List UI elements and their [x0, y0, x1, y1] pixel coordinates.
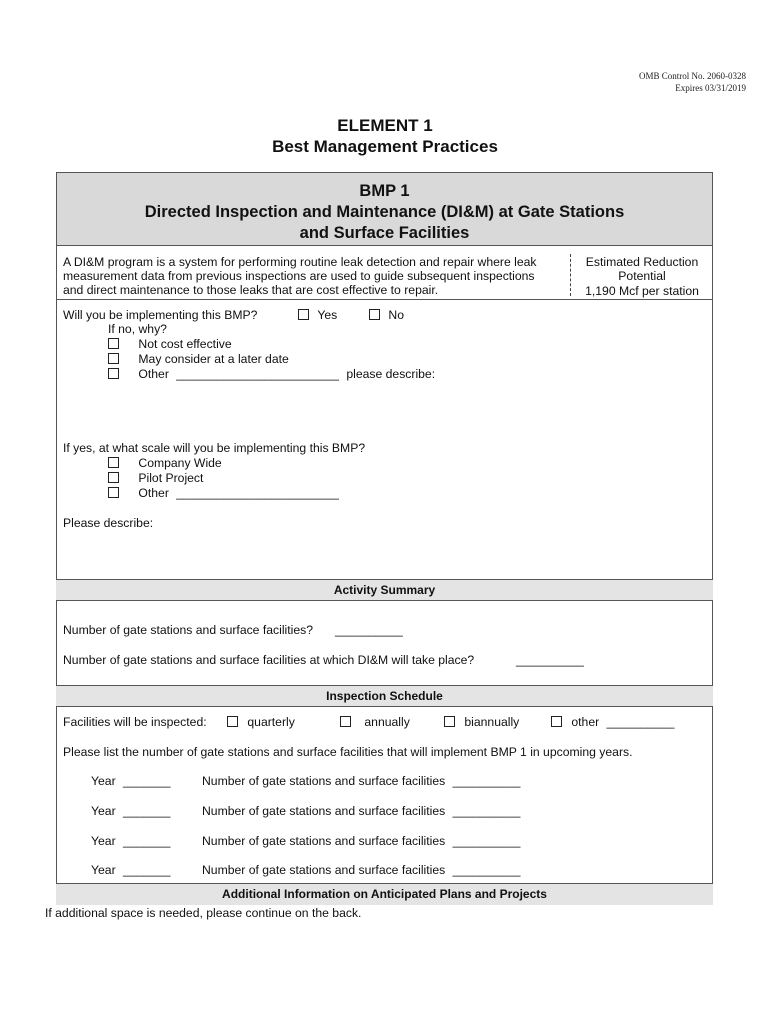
year-label: Year	[91, 863, 116, 877]
facility-count-label: Number of gate stations and surface facilities	[202, 804, 446, 818]
facility-count-row	[202, 804, 520, 819]
quarterly-option[interactable]	[227, 715, 295, 730]
biannually-label: biannually	[464, 715, 520, 729]
facility-count-row	[202, 774, 520, 789]
pilot-project-checkbox[interactable]	[108, 472, 119, 483]
other-reason-label: Other	[138, 367, 169, 381]
company-wide-option[interactable]	[108, 456, 222, 471]
year-blank[interactable]: _______	[123, 834, 171, 848]
bmp-number: BMP 1	[359, 182, 410, 200]
other-frequency-label: other	[571, 715, 600, 729]
no-option[interactable]	[369, 308, 404, 323]
inspection-frequency-label: Facilities will be inspected:	[63, 715, 207, 729]
additional-info-header: Additional Information on Anticipated Plans and Projects	[56, 883, 713, 905]
facility-count-label: Number of gate stations and surface facilities	[202, 863, 446, 877]
divider-line	[56, 299, 713, 300]
element-title: ELEMENT 1	[337, 116, 433, 135]
facility-count-blank[interactable]: __________	[452, 804, 521, 818]
column-divider	[570, 254, 571, 296]
year-blank[interactable]: _______	[123, 804, 171, 818]
other-reason-checkbox[interactable]	[108, 368, 119, 379]
not-cost-effective-label: Not cost effective	[138, 337, 232, 351]
pilot-project-label: Pilot Project	[138, 471, 204, 485]
not-cost-effective-checkbox[interactable]	[108, 338, 119, 349]
other-scale-label: Other	[138, 486, 169, 500]
description-line1: A DI&M program is a system for performing routine leak detection and repair where leak	[63, 255, 537, 269]
company-wide-label: Company Wide	[138, 456, 222, 470]
reduction-label-2: Potential	[618, 269, 666, 283]
facility-count-row	[202, 834, 520, 849]
description-line3: and direct maintenance to those leaks that are cost effective to repair.	[63, 283, 439, 297]
other-reason-option[interactable]	[108, 367, 435, 382]
pilot-project-option[interactable]	[108, 471, 203, 486]
year-label: Year	[91, 834, 116, 848]
reduction-label: Estimated Reduction	[585, 255, 699, 269]
yes-option[interactable]	[298, 308, 337, 323]
please-describe-scale-label: Please describe:	[63, 516, 154, 530]
facility-count-label: Number of gate stations and surface facilities	[202, 834, 446, 848]
other-frequency-blank[interactable]: __________	[606, 715, 675, 729]
not-cost-effective-option[interactable]	[108, 337, 232, 352]
year-row	[91, 804, 170, 819]
later-date-option[interactable]	[108, 352, 289, 367]
inspection-schedule-header: Inspection Schedule	[56, 685, 713, 707]
annually-option[interactable]	[340, 715, 410, 730]
facility-count-blank[interactable]: __________	[452, 834, 521, 848]
omb-control-number: OMB Control No. 2060-0328	[638, 71, 746, 81]
year-row	[91, 774, 170, 789]
year-row	[91, 834, 170, 849]
yes-checkbox[interactable]	[298, 309, 309, 320]
gate-stations-count-question: Number of gate stations and surface facilities?	[63, 623, 313, 637]
annually-label: annually	[364, 715, 410, 729]
year-label: Year	[91, 804, 116, 818]
yes-label: Yes	[317, 308, 338, 322]
other-scale-option[interactable]	[108, 486, 339, 501]
bmp-banner	[56, 172, 713, 246]
scale-question: If yes, at what scale will you be implementing this BMP?	[63, 441, 366, 455]
dim-stations-count-question: Number of gate stations and surface facilities at which DI&M will take place?	[63, 653, 475, 667]
annually-checkbox[interactable]	[340, 716, 351, 727]
if-no-why-label: If no, why?	[108, 322, 167, 336]
quarterly-label: quarterly	[247, 715, 295, 729]
later-date-label: May consider at a later date	[138, 352, 289, 366]
other-frequency-option[interactable]	[551, 715, 674, 730]
facility-count-blank[interactable]: __________	[452, 863, 521, 877]
company-wide-checkbox[interactable]	[108, 457, 119, 468]
reduction-value: 1,190 Mcf per station	[585, 284, 699, 298]
facility-count-row	[202, 863, 520, 878]
year-label: Year	[91, 774, 116, 788]
quarterly-checkbox[interactable]	[227, 716, 238, 727]
no-checkbox[interactable]	[369, 309, 380, 320]
description-line2: measurement data from previous inspections are used to guide subsequent inspections	[63, 269, 535, 283]
later-date-checkbox[interactable]	[108, 353, 119, 364]
facility-count-label: Number of gate stations and surface facilities	[202, 774, 446, 788]
bmp-title-line1: Directed Inspection and Maintenance (DI&M) at Gate Stations	[144, 203, 625, 221]
list-years-prompt: Please list the number of gate stations and surface facilities that will implement BMP 1 in upcoming years.	[63, 745, 633, 759]
no-label: No	[388, 308, 404, 322]
dim-stations-count-blank[interactable]: __________	[516, 653, 584, 667]
please-describe-label: please describe:	[346, 367, 436, 381]
element-subtitle: Best Management Practices	[272, 137, 498, 156]
year-blank[interactable]: _______	[123, 863, 171, 877]
additional-space-note: If additional space is needed, please continue on the back.	[45, 906, 362, 920]
expiration-date: Expires 03/31/2019	[675, 83, 746, 93]
implementing-question: Will you be implementing this BMP?	[63, 308, 258, 322]
gate-stations-count-blank[interactable]: __________	[335, 623, 403, 637]
other-scale-blank[interactable]: ________________________	[176, 486, 339, 500]
year-blank[interactable]: _______	[123, 774, 171, 788]
bmp-title-line2: and Surface Facilities	[299, 224, 470, 242]
other-frequency-checkbox[interactable]	[551, 716, 562, 727]
biannually-checkbox[interactable]	[444, 716, 455, 727]
other-reason-blank[interactable]: ________________________	[176, 367, 339, 381]
activity-summary-header: Activity Summary	[56, 579, 713, 601]
biannually-option[interactable]	[444, 715, 519, 730]
other-scale-checkbox[interactable]	[108, 487, 119, 498]
year-row	[91, 863, 170, 878]
facility-count-blank[interactable]: __________	[452, 774, 521, 788]
